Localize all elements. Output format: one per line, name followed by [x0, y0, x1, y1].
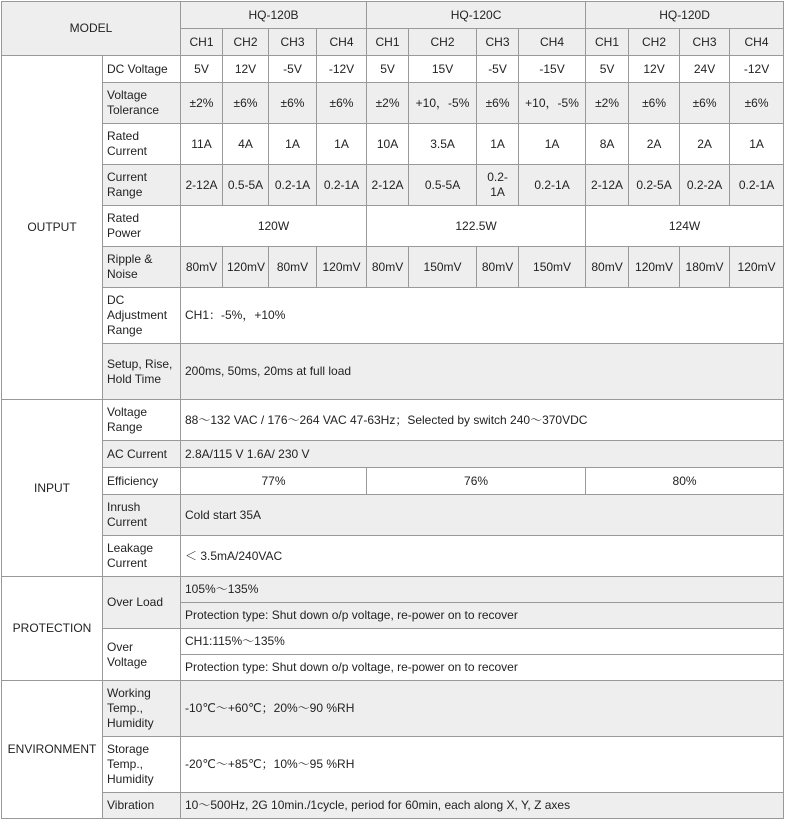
value-cell: 80mV [477, 247, 519, 288]
row-label: Over Voltage [103, 629, 181, 681]
channel-header: CH3 [269, 29, 317, 56]
model-hq-120b: HQ-120B [181, 2, 367, 29]
row-over-load-range [2, 577, 784, 603]
value-cell: 80mV [367, 247, 409, 288]
row-efficiency [2, 468, 784, 495]
row-label: Working Temp., Humidity [103, 681, 181, 737]
channel-header: CH4 [730, 29, 784, 56]
value-cell: 1A [317, 124, 367, 165]
value-cell: 0.2-5A [629, 165, 680, 206]
section-environment: ENVIRONMENT [2, 681, 103, 819]
row-rated-power [2, 206, 784, 247]
row-label: Rated Current [103, 124, 181, 165]
value-cell: 0.5-5A [409, 165, 477, 206]
row-label: AC Current [103, 441, 181, 468]
channel-header: CH3 [680, 29, 730, 56]
row-rated-current [2, 124, 784, 165]
value-cell: 4A [223, 124, 269, 165]
value-cell: 24V [680, 56, 730, 83]
channel-header: CH1 [367, 29, 409, 56]
channel-header: CH4 [519, 29, 586, 56]
value-cell: ＜ 3.5mA/240VAC [181, 536, 784, 577]
row-dc-adjustment [2, 288, 784, 344]
value-cell: ±6% [680, 83, 730, 124]
section-output: OUTPUT [2, 56, 103, 400]
value-cell: 80mV [269, 247, 317, 288]
channel-header: CH1 [181, 29, 223, 56]
value-cell: ±2% [181, 83, 223, 124]
value-cell: 11A [181, 124, 223, 165]
model-header: MODEL [2, 2, 181, 56]
row-label: Inrush Current [103, 495, 181, 536]
value-cell: ±6% [269, 83, 317, 124]
value-cell: 5V [586, 56, 629, 83]
value-cell: 0.5-5A [223, 165, 269, 206]
value-cell: 1A [477, 124, 519, 165]
row-setup-rise-hold [2, 344, 784, 400]
value-cell: 1A [269, 124, 317, 165]
channel-header: CH1 [586, 29, 629, 56]
row-label: Voltage Tolerance [103, 83, 181, 124]
value-cell: 122.5W [367, 206, 586, 247]
value-cell: ±2% [367, 83, 409, 124]
header-row-models [2, 2, 784, 29]
value-cell: 77% [181, 468, 367, 495]
channel-header: CH3 [477, 29, 519, 56]
value-cell: 150mV [519, 247, 586, 288]
value-cell: 200ms, 50ms, 20ms at full load [181, 344, 784, 400]
value-cell: 120mV [223, 247, 269, 288]
value-cell: 1A [519, 124, 586, 165]
row-storage-temp [2, 737, 784, 793]
row-label: Current Range [103, 165, 181, 206]
value-cell: 180mV [680, 247, 730, 288]
value-cell: 124W [586, 206, 784, 247]
value-cell: 88～132 VAC / 176～264 VAC 47-63Hz；Selected by switch 240～370VDC [181, 400, 784, 441]
value-cell: 80mV [586, 247, 629, 288]
value-cell: -20℃～+85℃；10%～95 %RH [181, 737, 784, 793]
value-cell: 15V [409, 56, 477, 83]
value-cell: 80% [586, 468, 784, 495]
value-cell: ±2% [586, 83, 629, 124]
value-cell: 2-12A [586, 165, 629, 206]
row-label: DC Adjustment Range [103, 288, 181, 344]
row-label: Vibration [103, 793, 181, 819]
value-cell: 3.5A [409, 124, 477, 165]
value-cell: Protection type: Shut down o/p voltage, re-power on to recover [181, 603, 784, 629]
row-inrush-current [2, 495, 784, 536]
model-hq-120d: HQ-120D [586, 2, 784, 29]
channel-header: CH4 [317, 29, 367, 56]
value-cell: 0.2-1A [317, 165, 367, 206]
spec-table [1, 1, 784, 819]
row-ac-current [2, 441, 784, 468]
row-over-voltage-range [2, 629, 784, 655]
value-cell: ±6% [629, 83, 680, 124]
row-working-temp [2, 681, 784, 737]
value-cell: 80mV [181, 247, 223, 288]
value-cell: 8A [586, 124, 629, 165]
row-label: DC Voltage [103, 56, 181, 83]
row-label: Leakage Current [103, 536, 181, 577]
value-cell: 76% [367, 468, 586, 495]
value-cell: 10A [367, 124, 409, 165]
value-cell: -15V [519, 56, 586, 83]
row-label: Ripple & Noise [103, 247, 181, 288]
value-cell: ±6% [317, 83, 367, 124]
value-cell: +10，-5% [409, 83, 477, 124]
row-voltage-tolerance [2, 83, 784, 124]
value-cell: 12V [223, 56, 269, 83]
row-label: Voltage Range [103, 400, 181, 441]
value-cell: 120W [181, 206, 367, 247]
value-cell: Cold start 35A [181, 495, 784, 536]
value-cell: 0.2-1A [730, 165, 784, 206]
value-cell: -12V [730, 56, 784, 83]
value-cell: 120mV [317, 247, 367, 288]
row-ripple-noise [2, 247, 784, 288]
value-cell: ±6% [477, 83, 519, 124]
value-cell: Protection type: Shut down o/p voltage, re-power on to recover [181, 655, 784, 681]
section-protection: PROTECTION [2, 577, 103, 681]
row-dc-voltage [2, 56, 784, 83]
value-cell: 2A [629, 124, 680, 165]
row-label: Over Load [103, 577, 181, 629]
value-cell: 2.8A/115 V 1.6A/ 230 V [181, 441, 784, 468]
channel-header: CH2 [223, 29, 269, 56]
value-cell: 2A [680, 124, 730, 165]
value-cell: CH1：-5%，+10% [181, 288, 784, 344]
value-cell: CH1:115%～135% [181, 629, 784, 655]
value-cell: 0.2-1A [269, 165, 317, 206]
value-cell: 0.2-2A [680, 165, 730, 206]
row-leakage-current [2, 536, 784, 577]
value-cell: -5V [477, 56, 519, 83]
value-cell: ±6% [730, 83, 784, 124]
row-label: Rated Power [103, 206, 181, 247]
value-cell: 0.2-1A [519, 165, 586, 206]
value-cell: 120mV [730, 247, 784, 288]
row-label: Setup, Rise, Hold Time [103, 344, 181, 400]
value-cell: 105%～135% [181, 577, 784, 603]
value-cell: 2-12A [367, 165, 409, 206]
section-input: INPUT [2, 400, 103, 577]
value-cell: 120mV [629, 247, 680, 288]
value-cell: 2-12A [181, 165, 223, 206]
value-cell: 1A [730, 124, 784, 165]
value-cell: +10，-5% [519, 83, 586, 124]
value-cell: 5V [181, 56, 223, 83]
channel-header: CH2 [629, 29, 680, 56]
value-cell: 0.2-1A [477, 165, 519, 206]
value-cell: 12V [629, 56, 680, 83]
row-current-range [2, 165, 784, 206]
channel-header: CH2 [409, 29, 477, 56]
row-label: Storage Temp., Humidity [103, 737, 181, 793]
value-cell: 10～500Hz, 2G 10min./1cycle, period for 60min, each along X, Y, Z axes [181, 793, 784, 819]
value-cell: -12V [317, 56, 367, 83]
value-cell: ±6% [223, 83, 269, 124]
value-cell: -5V [269, 56, 317, 83]
value-cell: -10℃～+60℃；20%～90 %RH [181, 681, 784, 737]
row-label: Efficiency [103, 468, 181, 495]
value-cell: 5V [367, 56, 409, 83]
row-voltage-range [2, 400, 784, 441]
value-cell: 150mV [409, 247, 477, 288]
model-hq-120c: HQ-120C [367, 2, 586, 29]
